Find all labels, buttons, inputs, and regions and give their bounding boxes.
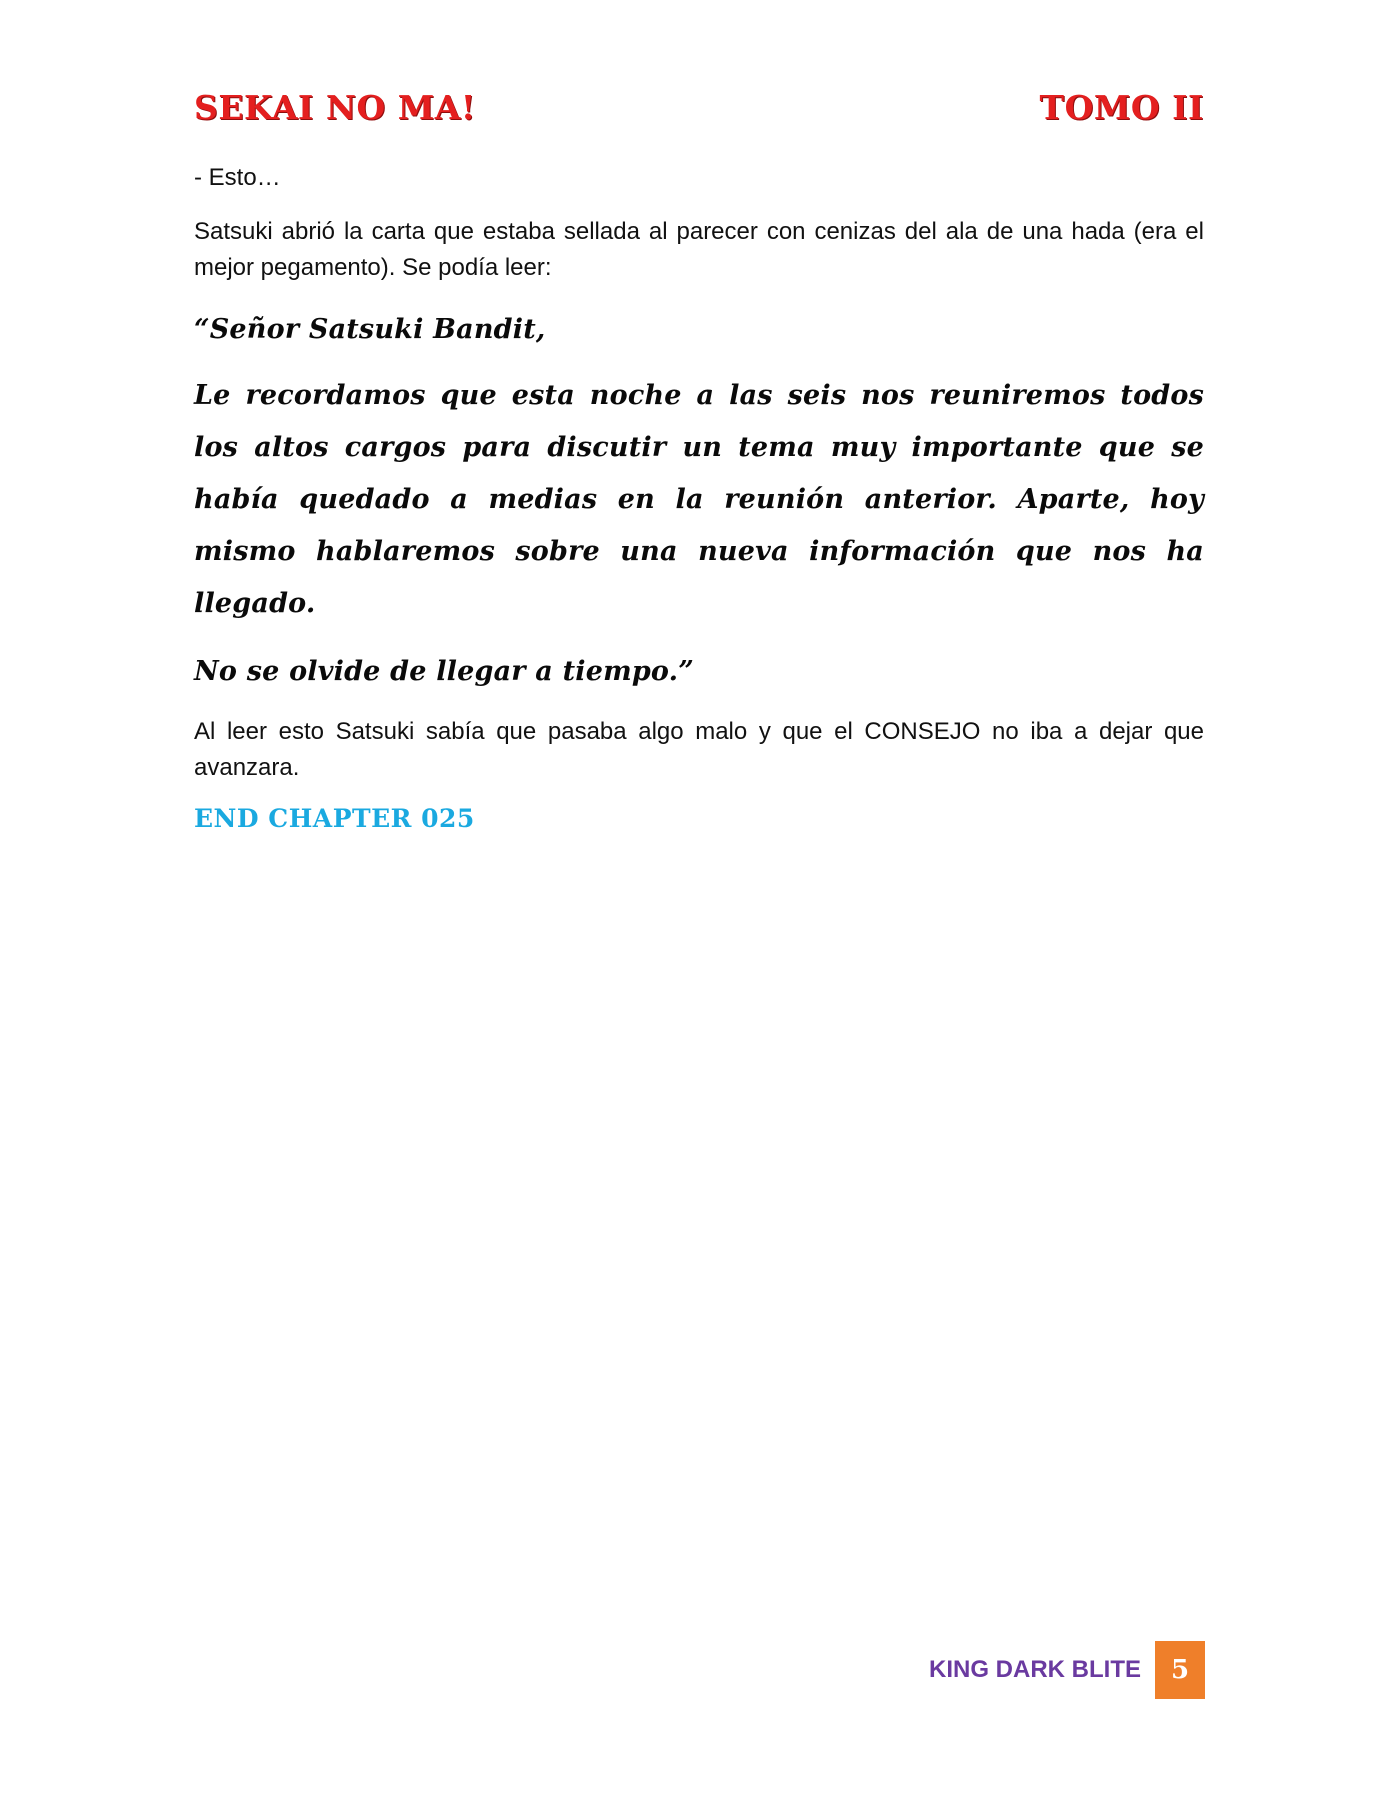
narration-paragraph-2: Al leer esto Satsuki sabía que pasaba algo malo y que el CONSEJO no iba a dejar que avanzara.	[194, 718, 1204, 781]
letter-closing: No se olvide de llegar a tiempo.”	[194, 656, 694, 687]
letter-body: Le recordamos que esta noche a las seis nos reuniremos todos los altos cargos para discutir un tema muy importante que se había quedado a medias en la reunión anterior. Aparte, hoy mismo hablaremos sobre una nueva información que nos ha llegado.	[194, 380, 1204, 619]
author-name: KING DARK BLITE	[929, 1656, 1141, 1683]
page-header	[194, 88, 1204, 127]
end-chapter-label: END CHAPTER 025	[194, 804, 475, 833]
dialogue-line: - Esto…	[194, 164, 281, 191]
series-title: SEKAI NO MA!	[194, 88, 476, 127]
page-footer	[900, 1641, 1205, 1699]
letter-greeting: “Señor Satsuki Bandit,	[194, 314, 546, 345]
page-number-badge: 5	[1155, 1641, 1205, 1699]
narration-paragraph: Satsuki abrió la carta que estaba sellada al parecer con cenizas del ala de una hada (era el mejor pegamento). Se podía leer:	[194, 218, 1204, 281]
page-body	[194, 160, 1204, 833]
volume-title: TOMO II	[1039, 88, 1204, 127]
letter-block	[194, 304, 1204, 698]
